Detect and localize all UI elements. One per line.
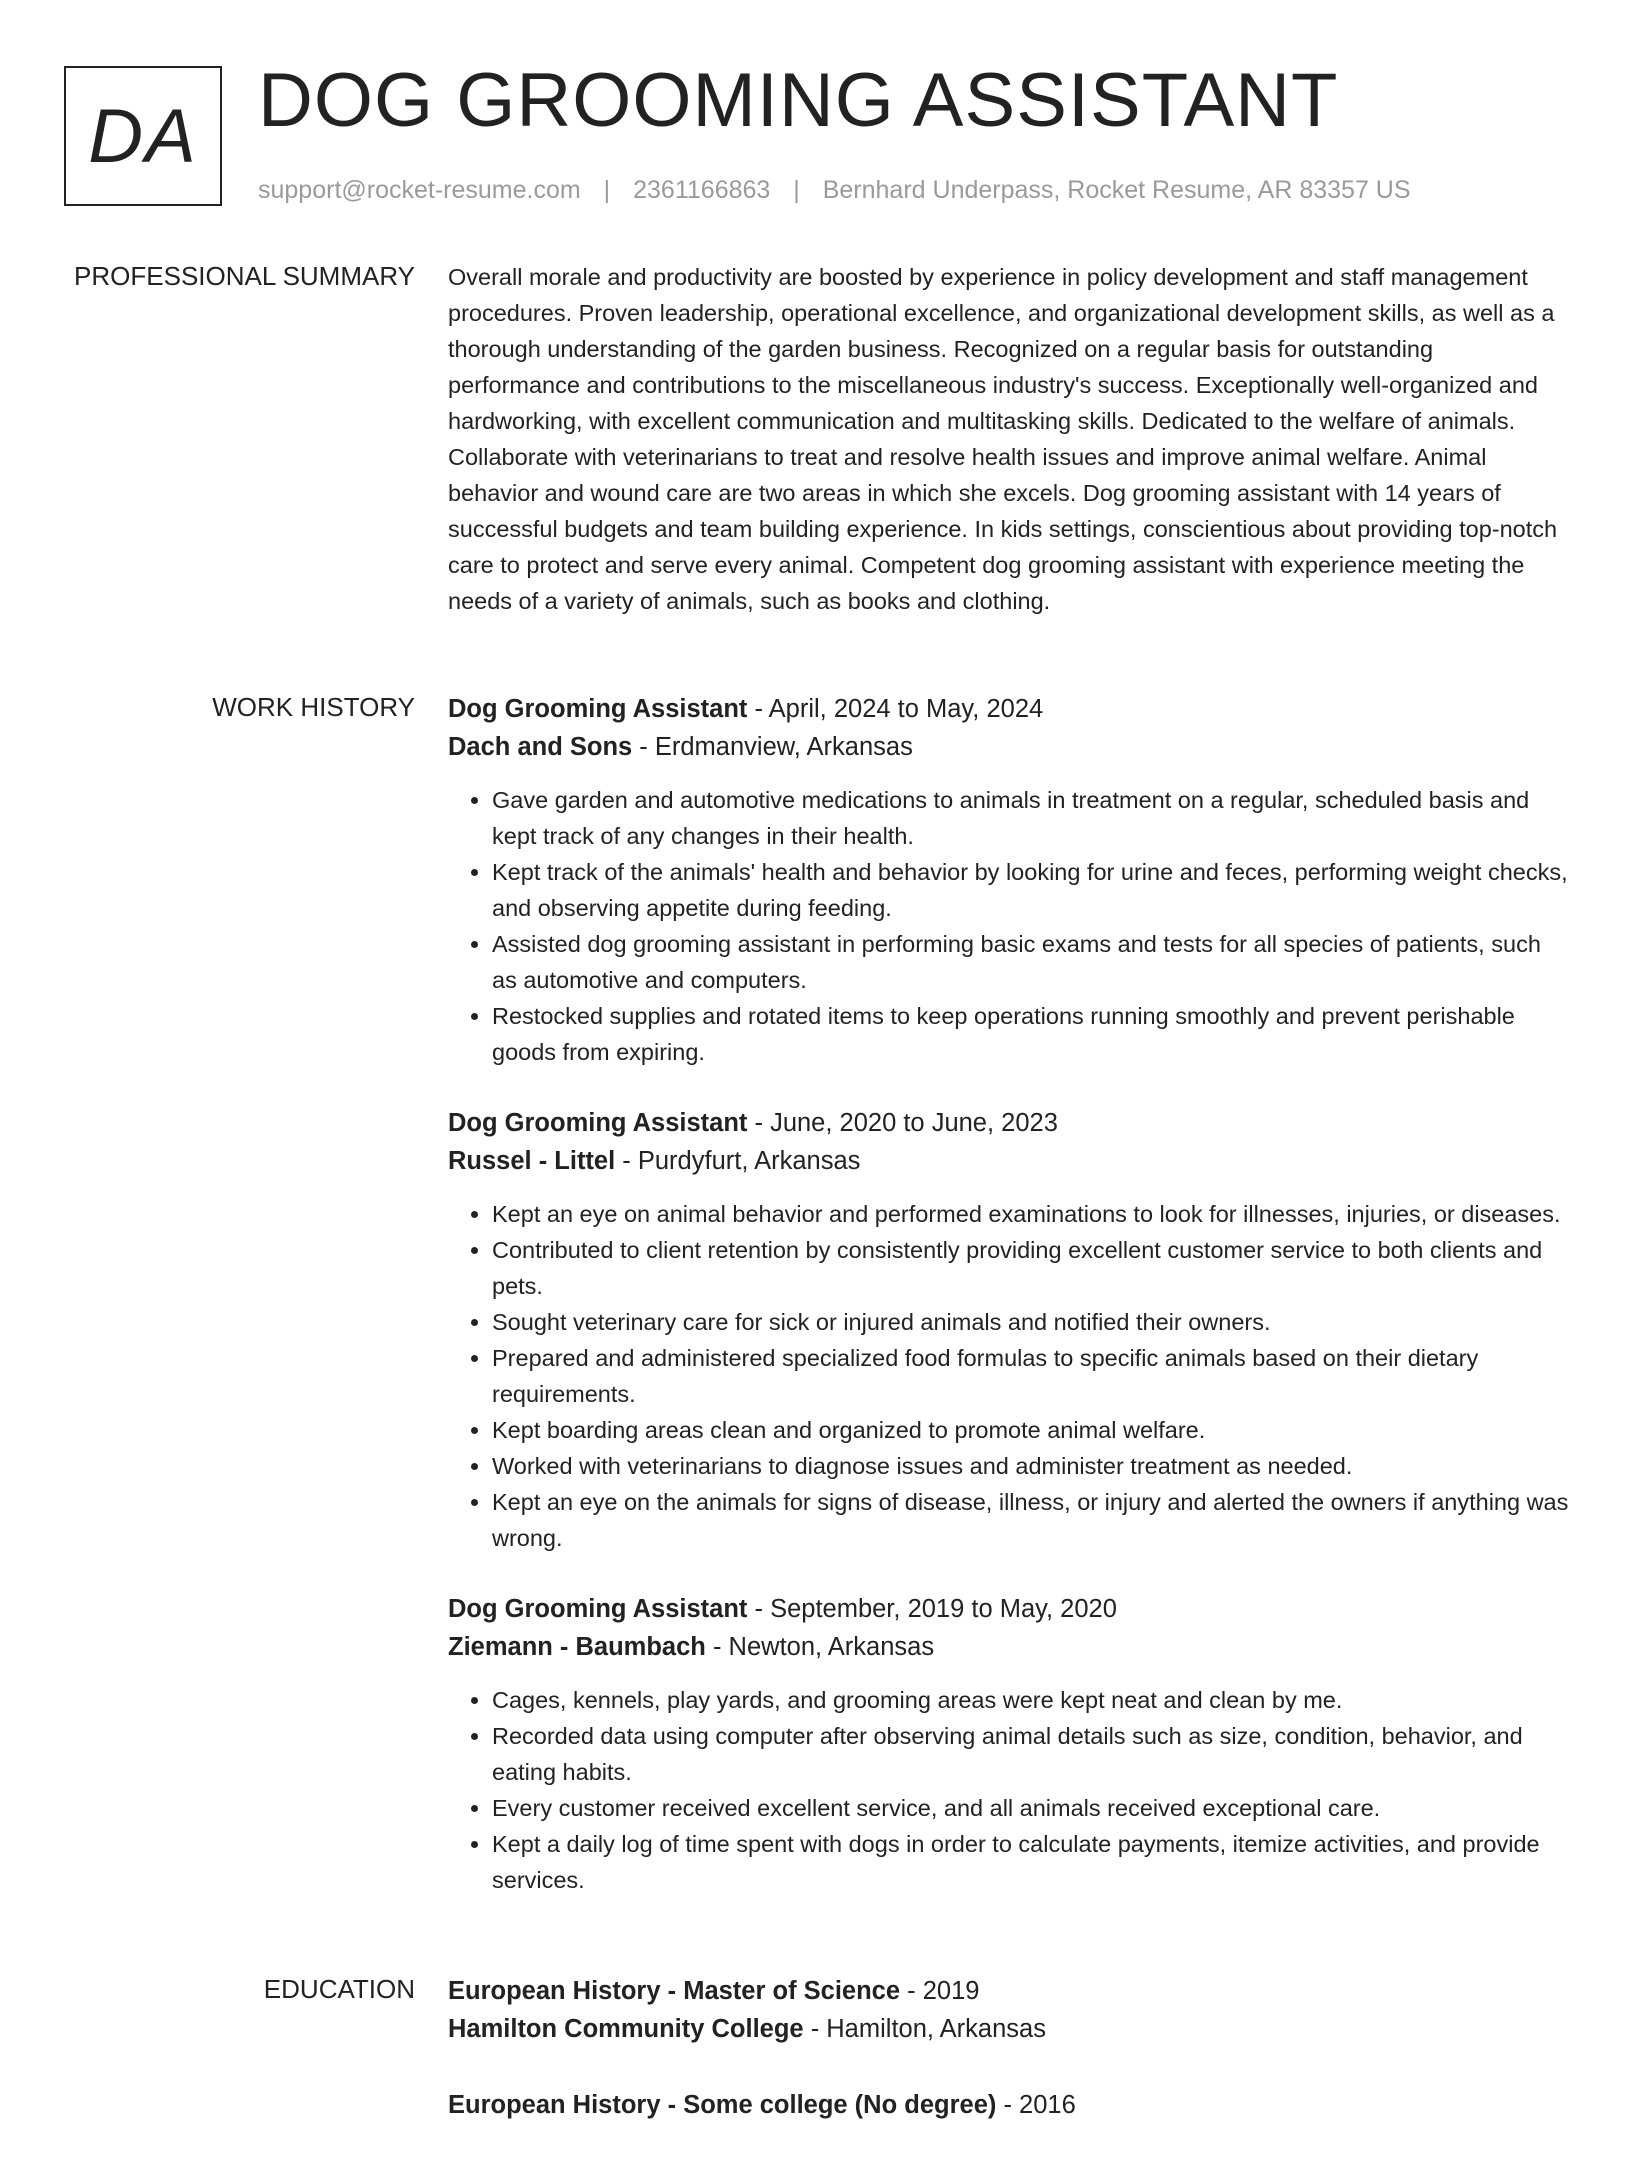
section-heading-work-history: WORK HISTORY <box>212 692 415 722</box>
education-degree: European History - Some college (No degree) <box>448 2091 997 2119</box>
job-bullet: • Contributed to client retention by consistently providing excellent customer service to both clients and pets. <box>492 1232 1570 1304</box>
job-bullets <box>448 1196 1570 1556</box>
job-company: Ziemann - Baumbach <box>448 1633 706 1661</box>
job-bullet: • Recorded data using computer after observing animal details such as size, condition, behavior, and eating habits. <box>492 1718 1570 1790</box>
job-company: Dach and Sons <box>448 733 633 761</box>
job-entry <box>448 1590 1570 1898</box>
job-bullet: • Kept an eye on animal behavior and performed examinations to look for illnesses, injuries, or diseases. <box>492 1196 1570 1232</box>
summary-text: Overall morale and productivity are boosted by experience in policy development and staff management procedures. Proven leadership, operational excellence, and organizational development skills, as well as a thorough understanding of the garden business. Recognized on a regular basis for outstanding performance and contributions to the miscellaneous industry's success. Exceptionally well-organized and hardworking, with excellent communication and multitasking skills. Dedicated to the welfare of animals. Collaborate with veterinarians to treat and resolve health issues and improve animal welfare. Animal behavior and wound care are two areas in which she excels. Dog grooming assistant with 14 years of successful budgets and team building experience. In kids settings, conscientious about providing top-notch care to protect and serve every animal. Competent dog grooming assistant with experience meeting the needs of a variety of animals, such as books and clothing. <box>448 264 1558 614</box>
education-school-line <box>448 2010 1570 2048</box>
contact-separator: | <box>793 176 800 204</box>
contact-separator: | <box>603 176 611 204</box>
job-bullet: • Kept boarding areas clean and organized to promote animal welfare. <box>492 1412 1570 1448</box>
education-body <box>448 1972 1570 2162</box>
resume-title: DOG GROOMING ASSISTANT <box>258 58 1339 143</box>
job-entry <box>448 690 1570 1070</box>
section-heading-summary: PROFESSIONAL SUMMARY <box>74 261 415 291</box>
job-bullet: • Kept a daily log of time spent with dogs in order to calculate payments, itemize activities, and provide services. <box>492 1826 1570 1898</box>
summary-body <box>448 259 1570 619</box>
job-company-line <box>448 1142 1570 1180</box>
job-title-line <box>448 1104 1570 1142</box>
work-history-body <box>448 690 1570 1932</box>
job-bullet: • Prepared and administered specialized food formulas to specific animals based on their dietary requirements. <box>492 1340 1570 1412</box>
contact-email[interactable]: support@rocket-resume.com <box>258 176 581 204</box>
job-title-line <box>448 690 1570 728</box>
job-bullets <box>448 1682 1570 1898</box>
job-entry <box>448 1104 1570 1556</box>
job-bullet: • Cages, kennels, play yards, and grooming areas were kept neat and clean by me. <box>492 1682 1570 1718</box>
job-dates: - September, 2019 to May, 2020 <box>747 1595 1117 1623</box>
job-bullet: • Kept an eye on the animals for signs of disease, illness, or injury and alerted the owners if anything was wrong. <box>492 1484 1570 1556</box>
job-title-line <box>448 1590 1570 1628</box>
job-bullet: • Gave garden and automotive medications to animals in treatment on a regular, scheduled basis and kept track of any changes in their health. <box>492 782 1570 854</box>
job-company-line <box>448 1628 1570 1666</box>
education-entry <box>448 1972 1570 2048</box>
job-location: - Erdmanview, Arkansas <box>632 733 913 761</box>
education-degree: European History - Master of Science <box>448 1977 901 2005</box>
education-location: - Hamilton, Arkansas <box>803 2015 1046 2043</box>
education-year: - 2019 <box>900 1977 980 2005</box>
contact-address: Bernhard Underpass, Rocket Resume, AR 83357 US <box>822 176 1411 204</box>
job-title: Dog Grooming Assistant <box>448 695 748 723</box>
section-heading-education: EDUCATION <box>263 1974 415 2004</box>
job-bullet: • Kept track of the animals' health and behavior by looking for urine and feces, performing weight checks, and observing appetite during feeding. <box>492 854 1570 926</box>
initials-text: DA <box>88 93 198 179</box>
education-year: - 2016 <box>996 2091 1076 2119</box>
job-bullet: • Assisted dog grooming assistant in performing basic exams and tests for all species of patients, such as automotive and computers. <box>492 926 1570 998</box>
job-location: - Purdyfurt, Arkansas <box>615 1147 861 1175</box>
education-degree-line <box>448 1972 1570 2010</box>
education-school: Hamilton Community College <box>448 2015 804 2043</box>
initials-monogram <box>64 66 222 206</box>
job-title: Dog Grooming Assistant <box>448 1595 748 1623</box>
job-bullets <box>448 782 1570 1070</box>
job-dates: - April, 2024 to May, 2024 <box>747 695 1044 723</box>
job-bullet: • Restocked supplies and rotated items to keep operations running smoothly and prevent perishable goods from expiring. <box>492 998 1570 1070</box>
job-dates: - June, 2020 to June, 2023 <box>747 1109 1058 1137</box>
education-degree-line <box>448 2086 1570 2124</box>
job-company-line <box>448 728 1570 766</box>
education-entry <box>448 2086 1570 2124</box>
job-bullet: • Sought veterinary care for sick or injured animals and notified their owners. <box>492 1304 1570 1340</box>
job-company: Russel - Littel <box>448 1147 616 1175</box>
contact-line <box>258 174 1411 206</box>
job-location: - Newton, Arkansas <box>705 1633 935 1661</box>
job-bullet: • Every customer received excellent service, and all animals received exceptional care. <box>492 1790 1570 1826</box>
contact-phone[interactable]: 2361166863 <box>633 176 771 204</box>
job-bullet: • Worked with veterinarians to diagnose issues and administer treatment as needed. <box>492 1448 1570 1484</box>
job-title: Dog Grooming Assistant <box>448 1109 748 1137</box>
